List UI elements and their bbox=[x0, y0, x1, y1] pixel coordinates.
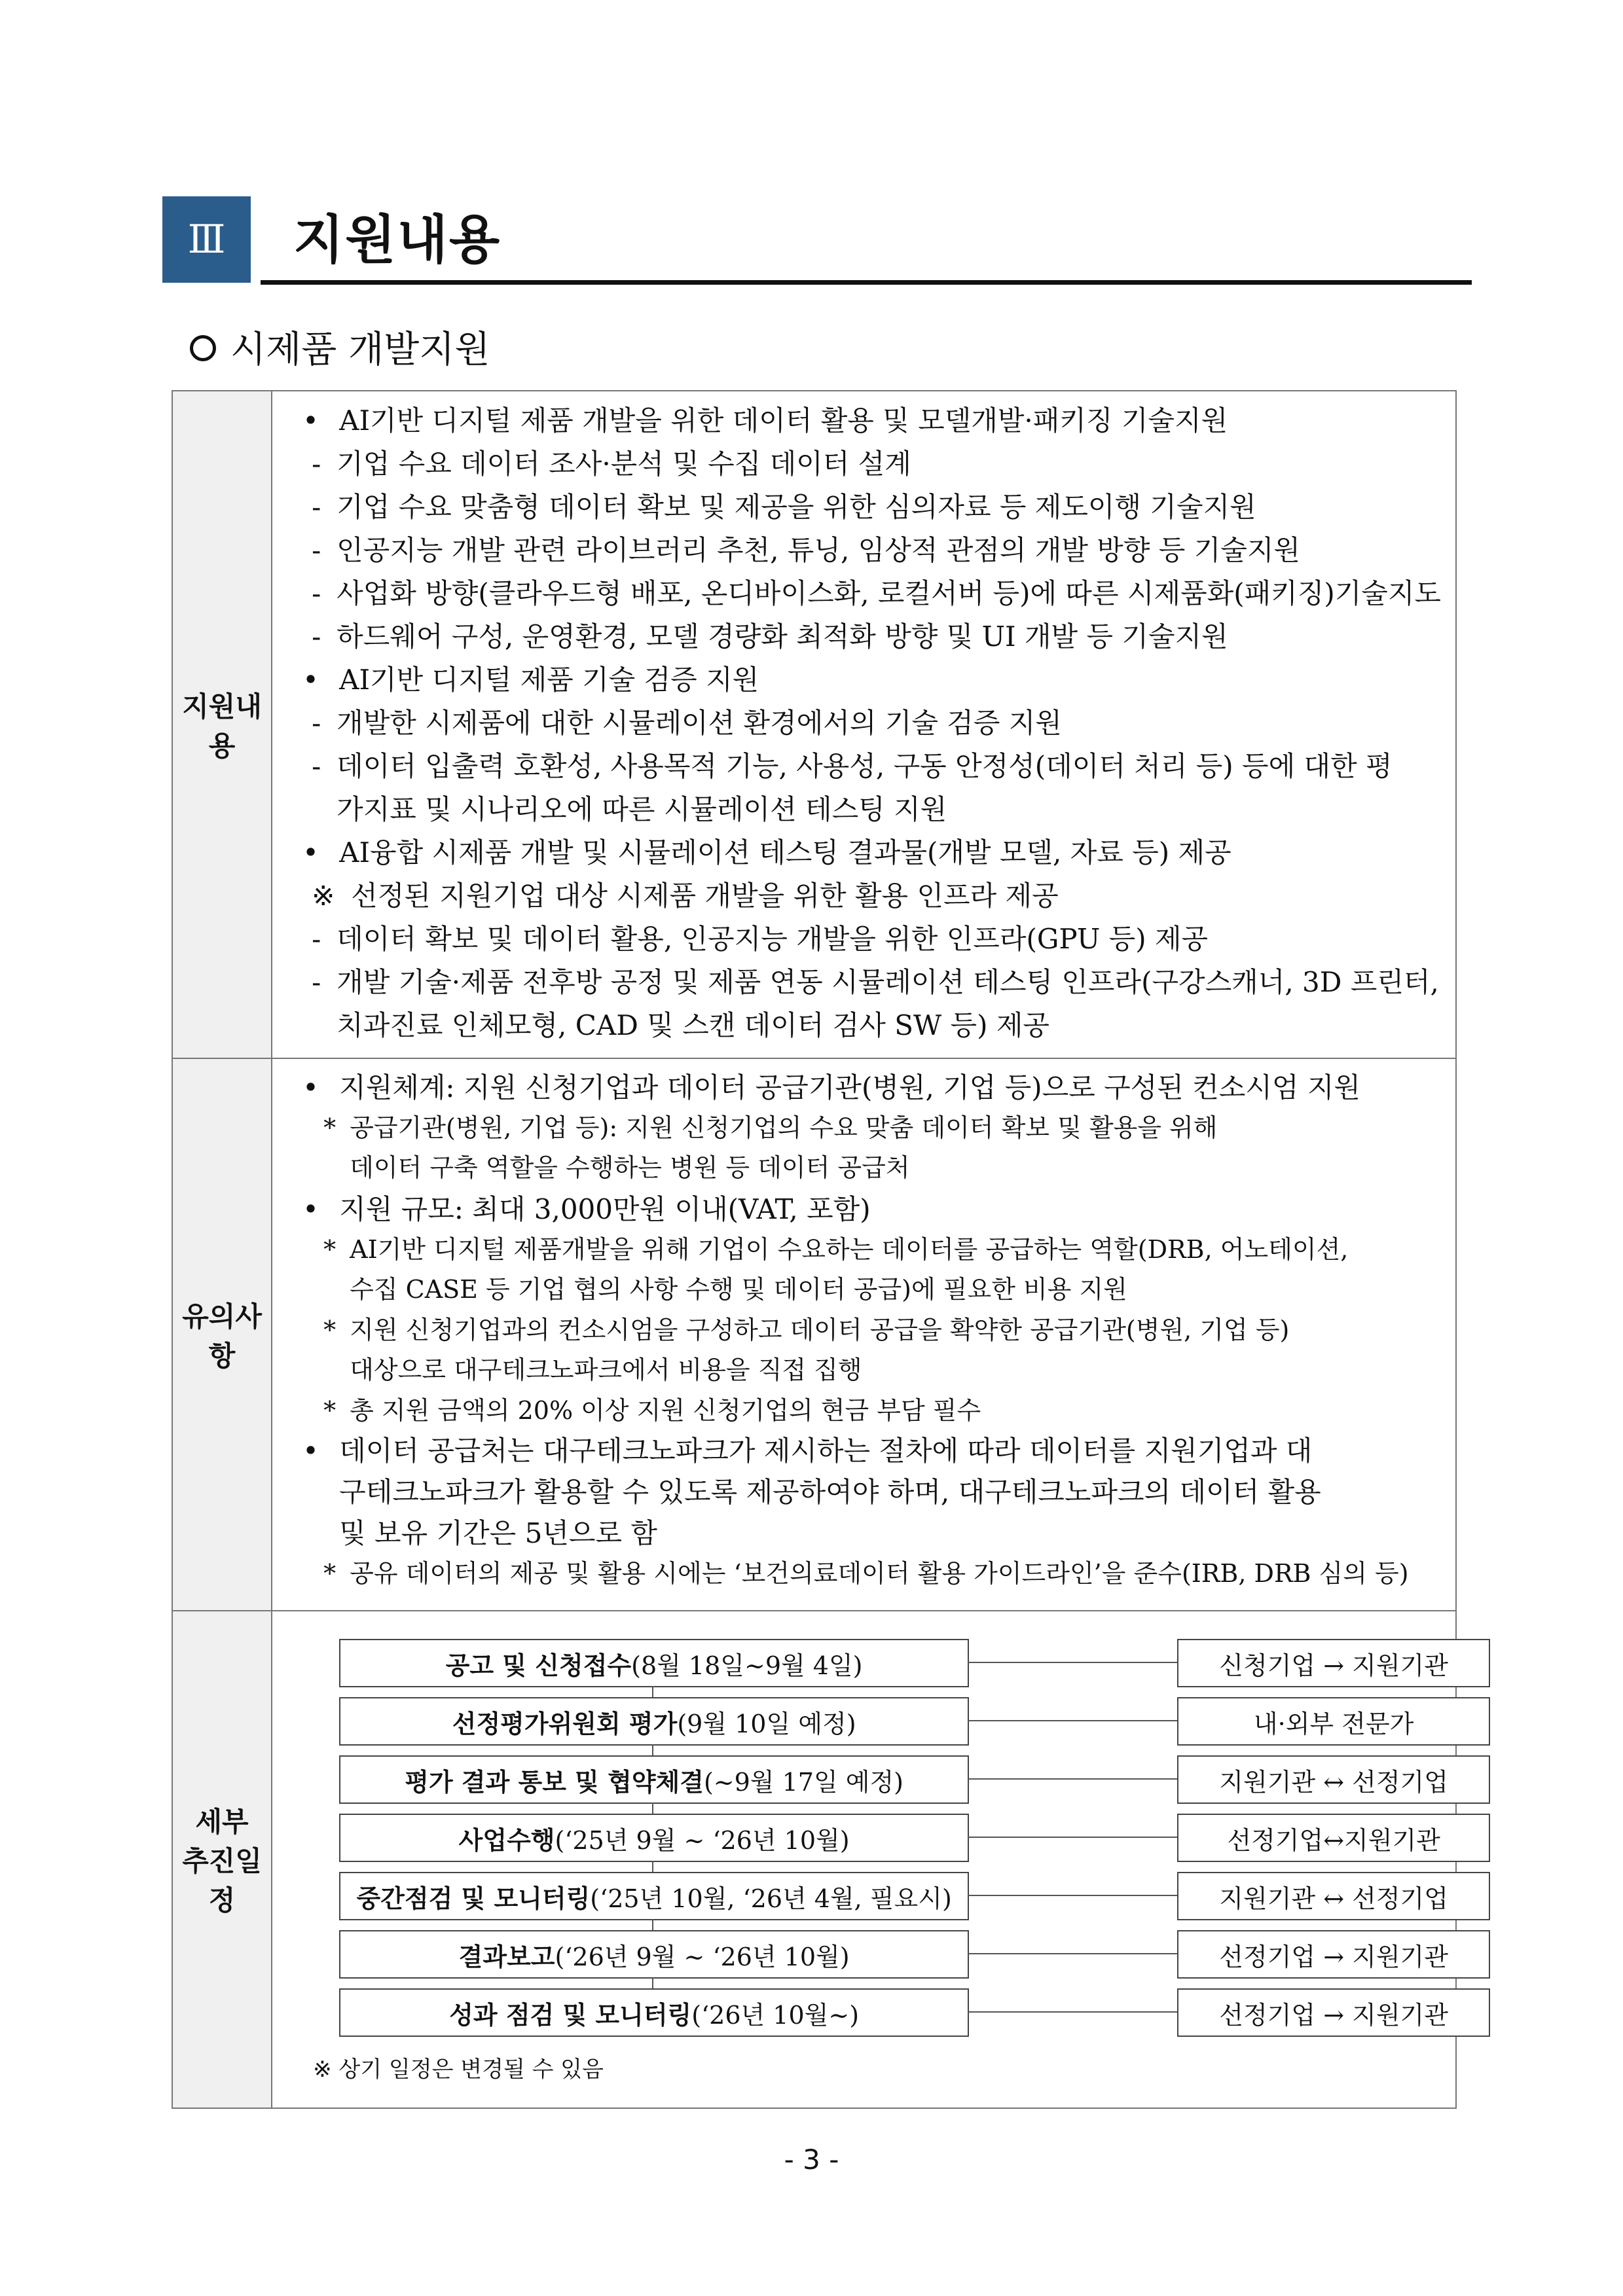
line-text: 선정된 지원기업 대상 시제품 개발을 위한 활용 인프라 제공 bbox=[351, 880, 1059, 912]
support-table bbox=[172, 390, 1457, 2109]
connector-line bbox=[968, 1720, 1177, 1721]
line-text: 지원 신청기업과의 컨소시엄을 구성하고 데이터 공급을 확약한 공급기관(병원, 기업 등) bbox=[350, 1316, 1290, 1344]
bullet-marker: - bbox=[312, 491, 321, 523]
schedule-step-title: 평가 결과 통보 및 협약체결 bbox=[405, 1767, 704, 1797]
line-text: 치과진료 인체모형, CAD 및 스캔 데이터 검사 SW 등) 제공 bbox=[337, 1009, 1049, 1041]
text-line bbox=[287, 1067, 1441, 1108]
text-line bbox=[287, 874, 1441, 918]
text-line bbox=[287, 831, 1441, 874]
line-text: 개발한 시제품에 대한 시뮬레이션 환경에서의 기술 검증 지원 bbox=[337, 707, 1062, 739]
line-text: 기업 수요 데이터 조사·분석 및 수집 데이터 설계 bbox=[337, 448, 911, 480]
line-text: 데이터 구축 역할을 수행하는 병원 등 데이터 공급처 bbox=[350, 1153, 910, 1182]
schedule-step-detail: (‘26년 9월 ~ ‘26년 10월) bbox=[555, 1942, 850, 1971]
bullet-marker: - bbox=[312, 448, 321, 480]
bullet-marker: ※ bbox=[312, 880, 335, 912]
line-text: AI기반 디지털 제품개발을 위해 기업이 수요하는 데이터를 공급하는 역할(DRB, 어노테이션, bbox=[350, 1235, 1349, 1264]
schedule-step-detail: (9월 10일 예정) bbox=[677, 1709, 856, 1738]
schedule-step-detail: (‘26년 10월~) bbox=[691, 2000, 860, 2030]
connector-line bbox=[968, 1662, 1177, 1663]
schedule-step-box bbox=[339, 1697, 969, 1746]
line-text: 구테크노파크가 활용할 수 있도록 제공하여야 하며, 대구테크노파크의 데이터 활용 bbox=[339, 1476, 1321, 1508]
bullet-marker: • bbox=[302, 836, 319, 869]
schedule-step-detail: (‘25년 9월 ~ ‘26년 10월) bbox=[555, 1825, 850, 1855]
flow-connector bbox=[652, 1919, 653, 1930]
schedule-step-detail: (‘25년 10월, ‘26년 4월, 필요시) bbox=[590, 1884, 952, 1913]
text-line bbox=[287, 1310, 1441, 1350]
text-line bbox=[287, 442, 1441, 486]
schedule-step-box bbox=[339, 1872, 969, 1920]
section-number-badge: Ⅲ bbox=[162, 196, 251, 283]
schedule-step-box bbox=[339, 1930, 969, 1979]
subsection-title: 시제품 개발지원 bbox=[230, 329, 490, 371]
line-text: 지원체계: 지원 신청기업과 데이터 공급기관(병원, 기업 등)으로 구성된 컨소시엄 지원 bbox=[339, 1071, 1361, 1103]
line-text: 데이터 공급처는 대구테크노파크가 제시하는 절차에 따라 데이터를 지원기업과 대 bbox=[339, 1435, 1313, 1467]
row-label-schedule bbox=[172, 1611, 272, 2108]
line-text: 사업화 방향(클라우드형 배포, 온디바이스화, 로컬서버 등)에 따른 시제품화(패키징)기술지도 bbox=[337, 577, 1441, 609]
bullet-marker: • bbox=[302, 1071, 319, 1103]
schedule-step-detail: (8월 18일~9월 4일) bbox=[631, 1651, 863, 1680]
line-text: 수집 CASE 등 기업 협의 사항 수행 및 데이터 공급)에 필요한 비용 지원 bbox=[350, 1275, 1127, 1304]
line-text: 인공지능 개발 관련 라이브러리 추천, 튜닝, 임상적 관점의 개발 방향 등 기술지원 bbox=[337, 534, 1300, 566]
text-line bbox=[287, 572, 1441, 615]
table-row-notes bbox=[172, 1058, 1456, 1611]
flow-connector bbox=[652, 1977, 653, 1988]
bullet-marker: - bbox=[312, 707, 321, 739]
text-line bbox=[287, 1350, 1441, 1391]
text-line bbox=[287, 1391, 1441, 1430]
connector-line bbox=[968, 1953, 1177, 1954]
text-line bbox=[287, 486, 1441, 529]
line-text: 및 보유 기간은 5년으로 함 bbox=[339, 1517, 657, 1549]
schedule-party-box: 선정기업 → 지원기관 bbox=[1177, 1988, 1490, 2037]
line-text: AI기반 디지털 제품 기술 검증 지원 bbox=[339, 664, 759, 696]
schedule-step-box bbox=[339, 1639, 969, 1687]
schedule-step-box bbox=[339, 1755, 969, 1804]
schedule-step-title: 결과보고 bbox=[458, 1941, 555, 1971]
bullet-marker: - bbox=[312, 620, 321, 653]
line-text: 데이터 확보 및 데이터 활용, 인공지능 개발을 위한 인프라(GPU 등) 제공 bbox=[337, 923, 1209, 955]
bullet-marker: • bbox=[302, 1435, 319, 1467]
section-header bbox=[162, 196, 1472, 283]
bullet-marker: - bbox=[312, 534, 321, 566]
schedule-step-detail: (~9월 17일 예정) bbox=[703, 1767, 903, 1797]
text-line bbox=[287, 615, 1441, 658]
schedule-flow bbox=[287, 1619, 1448, 2097]
line-text: 데이터 입출력 호환성, 사용목적 기능, 사용성, 구동 안정성(데이터 처리 등) 등에 대한 평 bbox=[337, 750, 1393, 782]
page-number: - 3 - bbox=[784, 2144, 839, 2176]
schedule-step-title: 성과 점검 및 모니터링 bbox=[449, 2000, 692, 2030]
bullet-marker: - bbox=[312, 923, 321, 955]
schedule-party-box: 선정기업 → 지원기관 bbox=[1177, 1930, 1490, 1979]
section-title: 지원내용 bbox=[293, 209, 501, 270]
text-line bbox=[287, 1513, 1441, 1554]
flow-connector bbox=[652, 1803, 653, 1814]
line-text: 지원 규모: 최대 3,000만원 이내(VAT, 포함) bbox=[339, 1193, 871, 1225]
text-line bbox=[287, 1147, 1441, 1189]
text-line bbox=[287, 1471, 1441, 1513]
line-text: AI융합 시제품 개발 및 시뮬레이션 테스팅 결과물(개발 모델, 자료 등) 제공 bbox=[339, 836, 1231, 869]
line-text: 가지표 및 시나리오에 따른 시뮬레이션 테스팅 지원 bbox=[337, 793, 947, 825]
row-label-support: 지원내용 bbox=[172, 391, 272, 1058]
table-row-support bbox=[172, 391, 1456, 1058]
line-text: 공급기관(병원, 기업 등): 지원 신청기업의 수요 맞춤 데이터 확보 및 활용을 위해 bbox=[350, 1113, 1218, 1142]
hollow-circle-icon bbox=[190, 335, 216, 361]
flow-connector bbox=[652, 1744, 653, 1755]
connector-line bbox=[968, 1778, 1177, 1780]
schedule-note: ※ 상기 일정은 변경될 수 있음 bbox=[313, 2056, 604, 2083]
schedule-step-title: 중간점검 및 모니터링 bbox=[356, 1883, 591, 1913]
bullet-marker: * bbox=[323, 1113, 337, 1142]
line-text: 공유 데이터의 제공 및 활용 시에는 ‘보건의료데이터 활용 가이드라인’을 준수(IRB, DRB 심의 등) bbox=[350, 1559, 1409, 1588]
schedule-party-box: 선정기업↔지원기관 bbox=[1177, 1814, 1490, 1862]
bullet-marker: • bbox=[302, 1193, 319, 1225]
bullet-marker: * bbox=[323, 1396, 337, 1425]
bullet-marker: - bbox=[312, 750, 321, 782]
bullet-marker: • bbox=[302, 664, 319, 696]
schedule-step-title: 사업수행 bbox=[458, 1825, 555, 1855]
subsection-heading bbox=[190, 321, 490, 373]
line-text: 하드웨어 구성, 운영환경, 모델 경량화 최적화 방향 및 UI 개발 등 기술지원 bbox=[337, 620, 1228, 653]
text-line bbox=[287, 788, 1441, 831]
line-text: AI기반 디지털 제품 개발을 위한 데이터 활용 및 모델개발·패키징 기술지원 bbox=[339, 404, 1228, 437]
schedule-step-box bbox=[339, 1988, 969, 2037]
schedule-step-title: 선정평가위원회 평가 bbox=[452, 1708, 678, 1738]
text-line bbox=[287, 961, 1441, 1004]
text-line bbox=[287, 1269, 1441, 1310]
text-line bbox=[287, 529, 1441, 572]
schedule-party-box: 지원기관 ↔ 선정기업 bbox=[1177, 1755, 1490, 1804]
notes-content-cell bbox=[272, 1058, 1456, 1611]
support-content-cell bbox=[272, 391, 1456, 1058]
line-text: 기업 수요 맞춤형 데이터 확보 및 제공을 위한 심의자료 등 제도이행 기술지원 bbox=[337, 491, 1256, 523]
schedule-party-box: 지원기관 ↔ 선정기업 bbox=[1177, 1872, 1490, 1920]
bullet-marker: * bbox=[323, 1316, 337, 1344]
table-row-schedule bbox=[172, 1611, 1456, 2108]
bullet-marker: * bbox=[323, 1235, 337, 1264]
schedule-label-line1: 세부 bbox=[195, 1806, 249, 1838]
connector-line bbox=[968, 1895, 1177, 1896]
line-text: 개발 기술·제품 전후방 공정 및 제품 연동 시뮬레이션 테스팅 인프라(구강스캐너, 3D 프린터, bbox=[337, 966, 1439, 998]
bullet-marker: - bbox=[312, 577, 321, 609]
text-line bbox=[287, 399, 1441, 442]
text-line bbox=[287, 918, 1441, 961]
text-line bbox=[287, 1189, 1441, 1230]
connector-line bbox=[968, 1837, 1177, 1838]
schedule-party-box: 신청기업 → 지원기관 bbox=[1177, 1639, 1490, 1687]
schedule-label-line2: 추진일정 bbox=[182, 1845, 262, 1916]
flow-connector bbox=[652, 1686, 653, 1697]
line-text: 대상으로 대구테크노파크에서 비용을 직접 집행 bbox=[350, 1355, 862, 1384]
connector-line bbox=[968, 2011, 1177, 2013]
flow-connector bbox=[652, 1861, 653, 1872]
text-line bbox=[287, 1004, 1441, 1047]
text-line bbox=[287, 1430, 1441, 1471]
section-underline bbox=[261, 280, 1472, 285]
text-line bbox=[287, 1554, 1441, 1593]
text-line bbox=[287, 1108, 1441, 1147]
text-line bbox=[287, 702, 1441, 745]
schedule-step-box bbox=[339, 1814, 969, 1862]
schedule-step-title: 공고 및 신청접수 bbox=[445, 1650, 632, 1680]
bullet-marker: • bbox=[302, 404, 319, 437]
text-line bbox=[287, 745, 1441, 788]
bullet-marker: - bbox=[312, 966, 321, 998]
row-label-notes: 유의사항 bbox=[172, 1058, 272, 1611]
bullet-marker: * bbox=[323, 1559, 337, 1588]
text-line bbox=[287, 1230, 1441, 1269]
line-text: 총 지원 금액의 20% 이상 지원 신청기업의 현금 부담 필수 bbox=[350, 1396, 981, 1425]
schedule-party-box: 내·외부 전문가 bbox=[1177, 1697, 1490, 1746]
schedule-content-cell bbox=[272, 1611, 1456, 2108]
text-line bbox=[287, 658, 1441, 702]
